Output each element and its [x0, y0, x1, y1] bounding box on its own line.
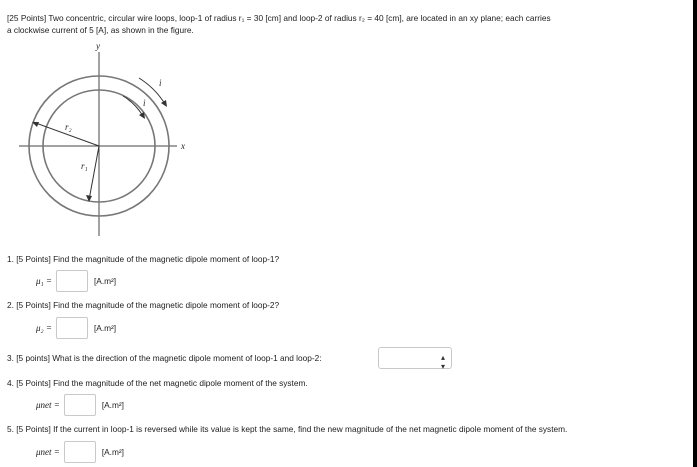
question-4-answer-row: [36, 394, 124, 416]
question-3-text: 3. [5 points] What is the direction of the magnetic dipole moment of loop-1 and loop-2:: [7, 353, 322, 363]
mu-net-new-symbol: μnet =: [36, 447, 60, 457]
radius-r1-label: r₁: [81, 161, 88, 171]
mu2-input[interactable]: [56, 317, 88, 339]
mu-net-new-unit: [A.m²]: [101, 447, 124, 457]
mu-net-symbol: μnet =: [36, 400, 60, 410]
problem-intro-line1: [25 Points] Two concentric, circular wire loops, loop-1 of radius r₁ = 30 [cm] and loop-2 of radius r₂ = 40 [cm], are located in an xy plane; each carries: [7, 13, 551, 23]
question-5-text: 5. [5 Points] If the current in loop-1 is reversed while its value is kept the same, find the new magnitude of the net magnetic dipole moment of the system.: [7, 424, 568, 434]
problem-intro-line2: a clockwise current of 5 [A], as shown in the figure.: [7, 25, 194, 35]
question-1-text: 1. [5 Points] Find the magnitude of the magnetic dipole moment of loop-1?: [7, 254, 280, 264]
radius-r2-label: r₂: [65, 122, 72, 132]
mu1-input[interactable]: [56, 270, 88, 292]
mu1-symbol: μ₁ =: [36, 276, 52, 286]
mu1-unit: [A.m²]: [93, 276, 117, 286]
y-axis-label: y: [96, 41, 100, 51]
question-2-text: 2. [5 Points] Find the magnitude of the magnetic dipole moment of loop-2?: [7, 300, 280, 310]
question-5-answer-row: [36, 441, 124, 463]
radius-r1-line: [89, 146, 99, 200]
mu-net-input[interactable]: [64, 394, 96, 416]
question-1-answer-row: [36, 270, 116, 292]
select-arrows-icon: ▴ ▾: [440, 353, 445, 371]
current-label-inner: i: [143, 98, 146, 108]
mu2-unit: [A.m²]: [93, 323, 117, 333]
mu-net-unit: [A.m²]: [101, 400, 124, 410]
mu2-symbol: μ₂ =: [36, 323, 52, 333]
direction-select[interactable]: [378, 347, 452, 369]
x-axis-label: x: [181, 141, 185, 151]
mu-net-new-input[interactable]: [64, 441, 96, 463]
current-label-outer: i: [159, 78, 162, 88]
concentric-loops-figure: [15, 40, 195, 240]
current-arrow-inner: [123, 96, 143, 116]
question-4-text: 4. [5 Points] Find the magnitude of the net magnetic dipole moment of the system.: [7, 378, 308, 388]
question-2-answer-row: [36, 317, 116, 339]
